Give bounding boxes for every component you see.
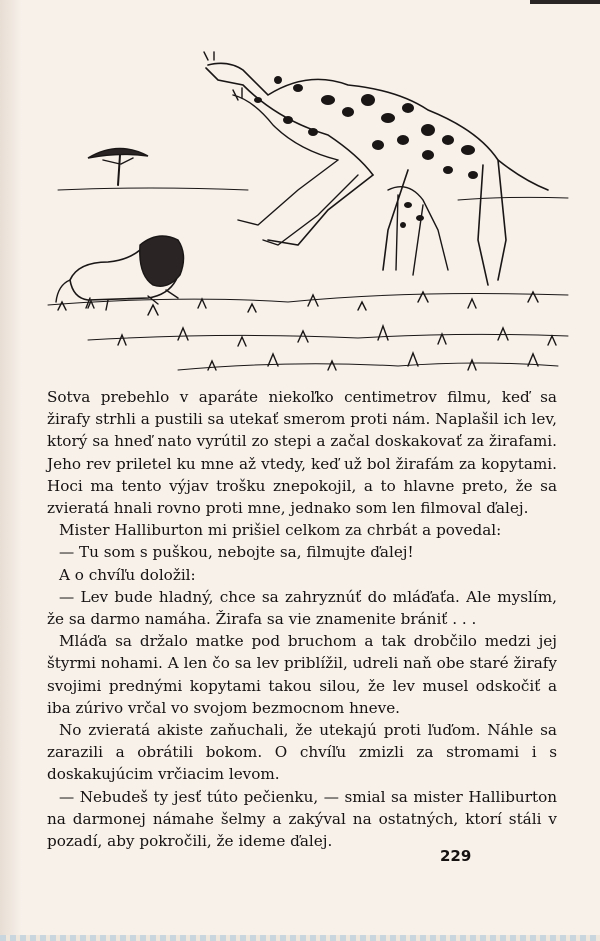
dialogue-line: — Tu som s puškou, nebojte sa, filmujte ďalej!: [59, 543, 414, 562]
top-edge-mark: [530, 0, 600, 4]
giraffes-and-lion-illustration: [28, 40, 573, 380]
grass-foreground: [48, 292, 568, 370]
giraffe-calf: [388, 187, 448, 275]
paragraph: Mister Halliburton mi prišiel celkom za chrbát a povedal:: [59, 521, 502, 540]
page-gutter-shade: [0, 0, 22, 941]
bottom-edge-strip: [0, 935, 600, 941]
acacia-tree: [88, 148, 148, 185]
paragraph: Mláďa sa držalo matke pod bruchom a tak drobčilo medzi jej štyrmi nohami. A len čo sa lev priblížil, udreli naň obe staré žirafy svojimi prednými kopytami takou silou, že lev musel odskočiť a iba zúrivo vrčal vo svojom bezmocnom hneve.: [47, 632, 557, 717]
paragraph: No zvieratá akiste zaňuchali, že utekajú proti ľuďom. Náhle sa zarazili a obrátili bokom. O chvíľu zmizli za stromami i s doskakujúcim vrčiacim levom.: [47, 721, 557, 784]
dialogue-line: — Nebudeš ty jesť túto pečienku, — smial sa mister Halliburton na darmonej námahe šelmy a zakýval na ostatných, ktorí stáli v pozadí, aby pokročili, že ideme ďalej.: [47, 787, 557, 851]
paragraph: A o chvíľu doložil:: [59, 565, 196, 584]
paragraph: Sotva prebehlo v aparáte niekoľko centimetrov filmu, keď sa žirafy strhli a pustili sa utekať smerom proti nám. Naplašil ich lev, ktorý sa hneď nato vyrútil zo stepi a začal doskakovať za žirafami. Jeho rev priletel ku mne až vtedy, keď už bol žirafám za kopytami. Hoci ma tento výjav trošku znepokojil, a to hlavne preto, že sa zvieratá hnali rovno proti mne, jednako som len filmoval ďalej.: [47, 388, 557, 518]
dialogue-line: — Lev bude hladný, chce sa zahryznúť do mláďaťa. Ale myslím, že sa darmo namáha. Žirafa sa vie znamenite brániť . . .: [47, 587, 557, 629]
page-number: 229: [440, 847, 472, 865]
giraffe-adult-second: [233, 88, 358, 245]
body-text: [47, 386, 557, 852]
giraffe-adult-large: [204, 52, 548, 285]
